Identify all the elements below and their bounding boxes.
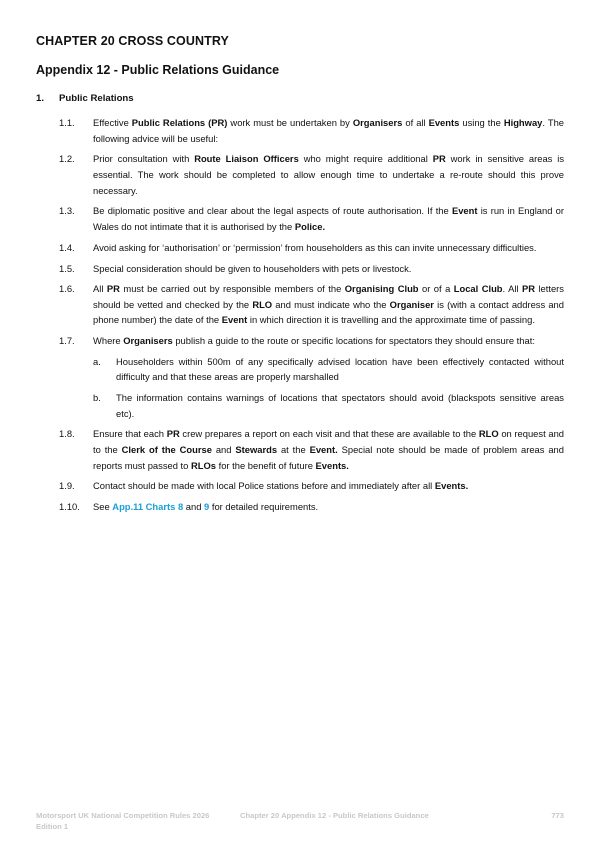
clause-text-run: Special note should be made of problem areas and reports must passed to — [93, 444, 564, 471]
clause-text-run: in which direction it is travelling and the approximate time of passing. — [247, 314, 535, 326]
clause — [0, 115, 564, 146]
clause-text-run: Effective — [93, 117, 132, 128]
clause-text-run: work in sensitive areas is essential. The work should be completed to allow enough time to undertake a re-route should this prove necessary. — [93, 153, 565, 196]
clause-text-run: who might require additional — [298, 153, 433, 165]
clause-text-run: and must indicate who the — [272, 298, 390, 310]
defined-term: Event — [221, 314, 248, 326]
clause-text — [93, 151, 564, 198]
clause — [0, 426, 564, 473]
clause-text-run: and — [183, 501, 205, 513]
defined-term: RLO — [478, 428, 499, 440]
clause-text-run: or of a — [418, 283, 454, 295]
clause-text-run: at the — [277, 444, 310, 455]
defined-term: Clerk of the Course — [121, 444, 212, 455]
defined-term: Events. — [434, 480, 469, 492]
defined-term: PR — [432, 153, 446, 165]
defined-term: Events. — [315, 459, 349, 471]
subclause-text: Householders within 500m of any specifically advised location have been effectively contacted without difficulty and that these areas are properly marshalled — [116, 355, 564, 383]
section-title: Public Relations — [59, 93, 134, 104]
clause — [0, 333, 564, 421]
clause-text-run: Contact should be made with local Police stations before and immediately after all — [93, 480, 435, 492]
clause-text-run: Prior consultation with — [93, 153, 195, 165]
clause-text — [93, 426, 564, 473]
clause-text-run: letters should be vetted and checked by the — [93, 283, 564, 310]
clause — [0, 240, 564, 256]
defined-term: PR — [166, 428, 180, 440]
defined-term: Event — [451, 205, 478, 217]
clause-text-run: for the benefit of future — [215, 459, 316, 471]
clause-text-run: of all — [402, 117, 429, 128]
clause-text — [93, 499, 564, 515]
defined-term: Events — [428, 117, 460, 128]
defined-term: Police. — [294, 220, 326, 232]
subclause-letter: a. — [93, 355, 101, 367]
clause — [0, 281, 564, 328]
clause-text-run: publish a guide to the route or specific locations for spectators they should ensure that: — [172, 335, 535, 347]
clause-number: 1.5. — [59, 262, 75, 274]
cross-reference-link[interactable]: App.11 Charts 8 — [112, 501, 184, 513]
clause-text-run: is run in England or Wales do not intimate that it is authorised by the — [93, 205, 564, 232]
clause-text — [93, 115, 564, 146]
defined-term: RLO — [252, 298, 273, 310]
clause-text — [93, 478, 564, 494]
defined-term: Event. — [309, 444, 338, 455]
subclause-letter: b. — [93, 392, 101, 404]
footer-chapter: Chapter 20 Appendix 12 - Public Relations Guidance — [240, 811, 429, 820]
clause-number: 1.9. — [59, 480, 75, 492]
clause-text-run: is (with a contact address and phone number) the date of the — [93, 298, 564, 326]
defined-term: RLOs — [190, 459, 216, 471]
clause-text-run: using the — [459, 117, 504, 128]
clause-text-run: Be diplomatic positive and clear about the legal aspects of route authorisation. If the — [93, 205, 452, 217]
footer-edition: Edition 1 — [36, 821, 69, 831]
subclause-list — [93, 354, 564, 421]
clause-list — [0, 115, 600, 520]
defined-term: Organising Club — [344, 283, 419, 295]
clause-text-run: Where — [93, 335, 124, 347]
clause — [0, 203, 564, 234]
clause-text-run: and — [211, 444, 236, 455]
clause-text-run: All — [93, 283, 107, 295]
defined-term: Organiser — [389, 298, 434, 310]
defined-term: PR — [521, 283, 535, 295]
clause — [0, 478, 564, 494]
defined-term: Highway — [503, 117, 543, 128]
clause-text-run: must be carried out by responsible members of the — [119, 283, 345, 295]
clause-text-run: See — [93, 501, 113, 513]
clause-text — [93, 240, 564, 256]
cross-reference-link[interactable]: 9 — [204, 501, 210, 513]
subclause-text: The information contains warnings of locations that spectators should avoid (blackspots sensitive areas etc). — [116, 392, 564, 419]
clause-text-run: Avoid asking for ‘authorisation’ or ‘permission’ from householders as this can invite unnecessary difficulties. — [93, 241, 537, 253]
appendix-title: Appendix 12 - Public Relations Guidance — [36, 63, 280, 77]
clause-text-run: on request and to the — [93, 428, 564, 455]
clause — [0, 261, 564, 277]
defined-term: Organisers — [352, 117, 403, 128]
clause-text — [93, 281, 564, 328]
clause-text — [93, 261, 564, 277]
clause-number: 1.4. — [59, 241, 75, 253]
clause-number: 1.7. — [59, 335, 75, 347]
clause-text — [93, 333, 564, 349]
footer-rulebook — [36, 811, 209, 832]
clause-text-run: . All — [502, 283, 522, 295]
clause — [0, 151, 564, 198]
chapter-title: CHAPTER 20 CROSS COUNTRY — [36, 34, 229, 48]
clause-number: 1.10. — [59, 501, 80, 513]
clause-text-run: crew prepares a report on each visit and that these are available to the — [179, 428, 479, 440]
clause-number: 1.8. — [59, 428, 75, 440]
defined-term: Route Liaison Officers — [194, 153, 299, 165]
clause-number: 1.1. — [59, 117, 75, 128]
clause-number: 1.6. — [59, 283, 75, 295]
clause-number: 1.3. — [59, 205, 75, 217]
clause-text-run: . The following advice will be useful: — [93, 117, 564, 144]
defined-term: Organisers — [123, 335, 173, 347]
subclause — [93, 354, 564, 385]
subclause — [93, 390, 564, 421]
defined-term: Stewards — [235, 444, 278, 455]
clause — [0, 499, 564, 515]
footer-rulebook-title: Motorsport UK National Competition Rules 2026 — [36, 811, 210, 820]
section-heading — [36, 93, 134, 104]
clause-text — [93, 203, 564, 234]
clause-text-run: Ensure that each — [93, 428, 167, 440]
defined-term: Local Club — [453, 283, 503, 295]
clause-text-run: Special consideration should be given to householders with pets or livestock. — [93, 262, 412, 274]
defined-term: PR — [106, 283, 120, 295]
section-number: 1. — [36, 93, 45, 104]
footer-page-number: 773 — [551, 811, 564, 820]
clause-text-run: work must be undertaken by — [227, 117, 353, 128]
defined-term: Public Relations (PR) — [131, 117, 228, 128]
clause-text-run: for detailed requirements. — [209, 501, 319, 513]
clause-number: 1.2. — [59, 153, 75, 165]
